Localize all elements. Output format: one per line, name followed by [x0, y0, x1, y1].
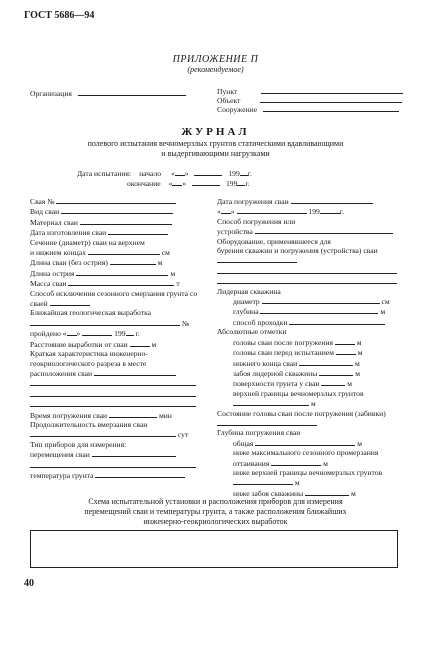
schema-caption: [0, 497, 431, 527]
appendix-note: (рекомендуемое): [187, 65, 244, 74]
schema-line-2: перемещений сваи и температуры грунта, а также расположения ближайших: [84, 507, 347, 516]
left-row: Дата изготовления сваи: [30, 227, 210, 237]
left-row: Свая №: [30, 196, 210, 206]
journal-subtitle: [0, 139, 431, 159]
left-row: Краткая характеристика инженерно-геокриологического разреза в месте: [30, 349, 148, 368]
right-row: [217, 266, 401, 276]
right-row: [217, 276, 401, 286]
right-row: Лидерная скважина: [217, 286, 281, 296]
test-date-start: Дата испытания: начало « » 199 г.: [77, 169, 252, 178]
schema-line-1: Схема испытательной установки и расположения приборов для измерения: [88, 497, 343, 506]
left-row: Тип приборов для измерения:: [30, 439, 127, 449]
start-year: 199: [228, 169, 240, 178]
left-row: пройдено « » 199 г.: [30, 329, 140, 339]
left-row: сут: [30, 429, 210, 439]
end-year: 199: [225, 179, 238, 188]
left-row: Способ исключения сезонного смерзания грунта со сваей: [30, 288, 198, 309]
right-row: глубина м: [233, 307, 386, 317]
page-number: 40: [24, 578, 34, 589]
left-row: [30, 378, 210, 388]
organization-line: [78, 88, 186, 96]
start-label: начало: [139, 169, 162, 178]
right-row: « » 199 г.: [217, 207, 344, 217]
right-row: головы сваи после погружения м: [233, 337, 362, 347]
left-row: Сечение (диаметр) сваи на верхнем: [30, 237, 145, 247]
right-row: ниже максимального сезонного промерзания оттаивания м: [233, 448, 379, 468]
subtitle-line-1: полевого испытания вечномерзлых грунтов статическими вдавливающими: [87, 139, 344, 148]
left-column: [30, 196, 210, 480]
left-row: температура грунта: [30, 470, 210, 480]
right-row: Глубина погружения сваи: [217, 428, 301, 438]
schema-box[interactable]: [30, 530, 398, 568]
right-row: общая м: [233, 438, 362, 448]
right-row: Состояние головы сваи после погружения (забивки): [217, 409, 401, 429]
left-row: Расстояние выработки от сваи м: [30, 339, 157, 349]
left-row: Время погружения сваи мин: [30, 410, 172, 420]
subtitle-line-2: и выдергивающими нагрузками: [161, 149, 270, 158]
left-row: [30, 399, 210, 409]
right-row: нижнего конца сваи м: [233, 358, 360, 368]
right-row: бурения скважин и погружения (устройства) сваи: [217, 246, 397, 266]
right-row: диаметр см: [233, 297, 390, 307]
right-row: головы сваи перед испытанием м: [233, 348, 363, 358]
right-row: Абсолютные отметки: [217, 327, 287, 337]
organization-label: Организация: [30, 89, 72, 98]
left-row: Масса сваи т: [30, 279, 180, 289]
structure-field: [217, 104, 399, 114]
right-row: способ проходки: [217, 317, 401, 327]
right-column: [217, 196, 401, 498]
right-row: верхней границы вечномерзлых грунтов м: [233, 388, 364, 409]
left-row: перемещения сваи: [30, 449, 210, 459]
left-row: Длина сваи (без острия) м: [30, 258, 163, 268]
point-line: [261, 86, 403, 94]
right-row: устройства: [217, 226, 401, 236]
test-date-end: окончание « » 199 г.: [127, 179, 250, 188]
right-row: Способ погружения или: [217, 216, 296, 226]
schema-line-3: инженерно-геокриологических выработок: [143, 517, 288, 526]
right-row: поверхности грунта у сваи м: [233, 379, 353, 389]
left-row: Вид сваи: [30, 206, 210, 216]
right-row: ниже забоя скважины м: [233, 488, 356, 498]
structure-label: Сооружение: [217, 105, 258, 114]
left-row: [30, 460, 210, 470]
standard-header: ГОСТ 5686—94: [24, 10, 95, 21]
object-line: [260, 95, 402, 103]
left-row: Ближайшая геологическая выработка: [30, 308, 152, 318]
left-row: Материал сваи: [30, 217, 210, 227]
end-label: окончание: [127, 179, 161, 188]
left-row: [30, 389, 210, 399]
object-label: Объект: [217, 96, 241, 105]
left-row: расположения сваи: [30, 368, 210, 378]
appendix-title: ПРИЛОЖЕНИЕ П: [172, 54, 259, 65]
dates-label: Дата испытания:: [77, 169, 132, 178]
right-row: Дата погружения сваи: [217, 196, 401, 206]
point-label: Пункт: [217, 87, 238, 96]
left-row: Продолжительность вмерзания сваи: [30, 419, 148, 429]
structure-line: [263, 104, 399, 112]
left-row: №: [30, 318, 210, 328]
journal-title: ЖУРНАЛ: [181, 126, 250, 138]
right-row: ниже верхней границы вечномерзлых грунтов м: [233, 467, 383, 488]
left-row: Длина острия м: [30, 268, 176, 278]
right-row: забоя лидерной скважины м: [233, 368, 361, 378]
right-row: Оборудование, применявшееся для: [217, 236, 331, 246]
left-row: и нижнем концах см: [30, 248, 170, 258]
organization-field: [30, 88, 186, 98]
